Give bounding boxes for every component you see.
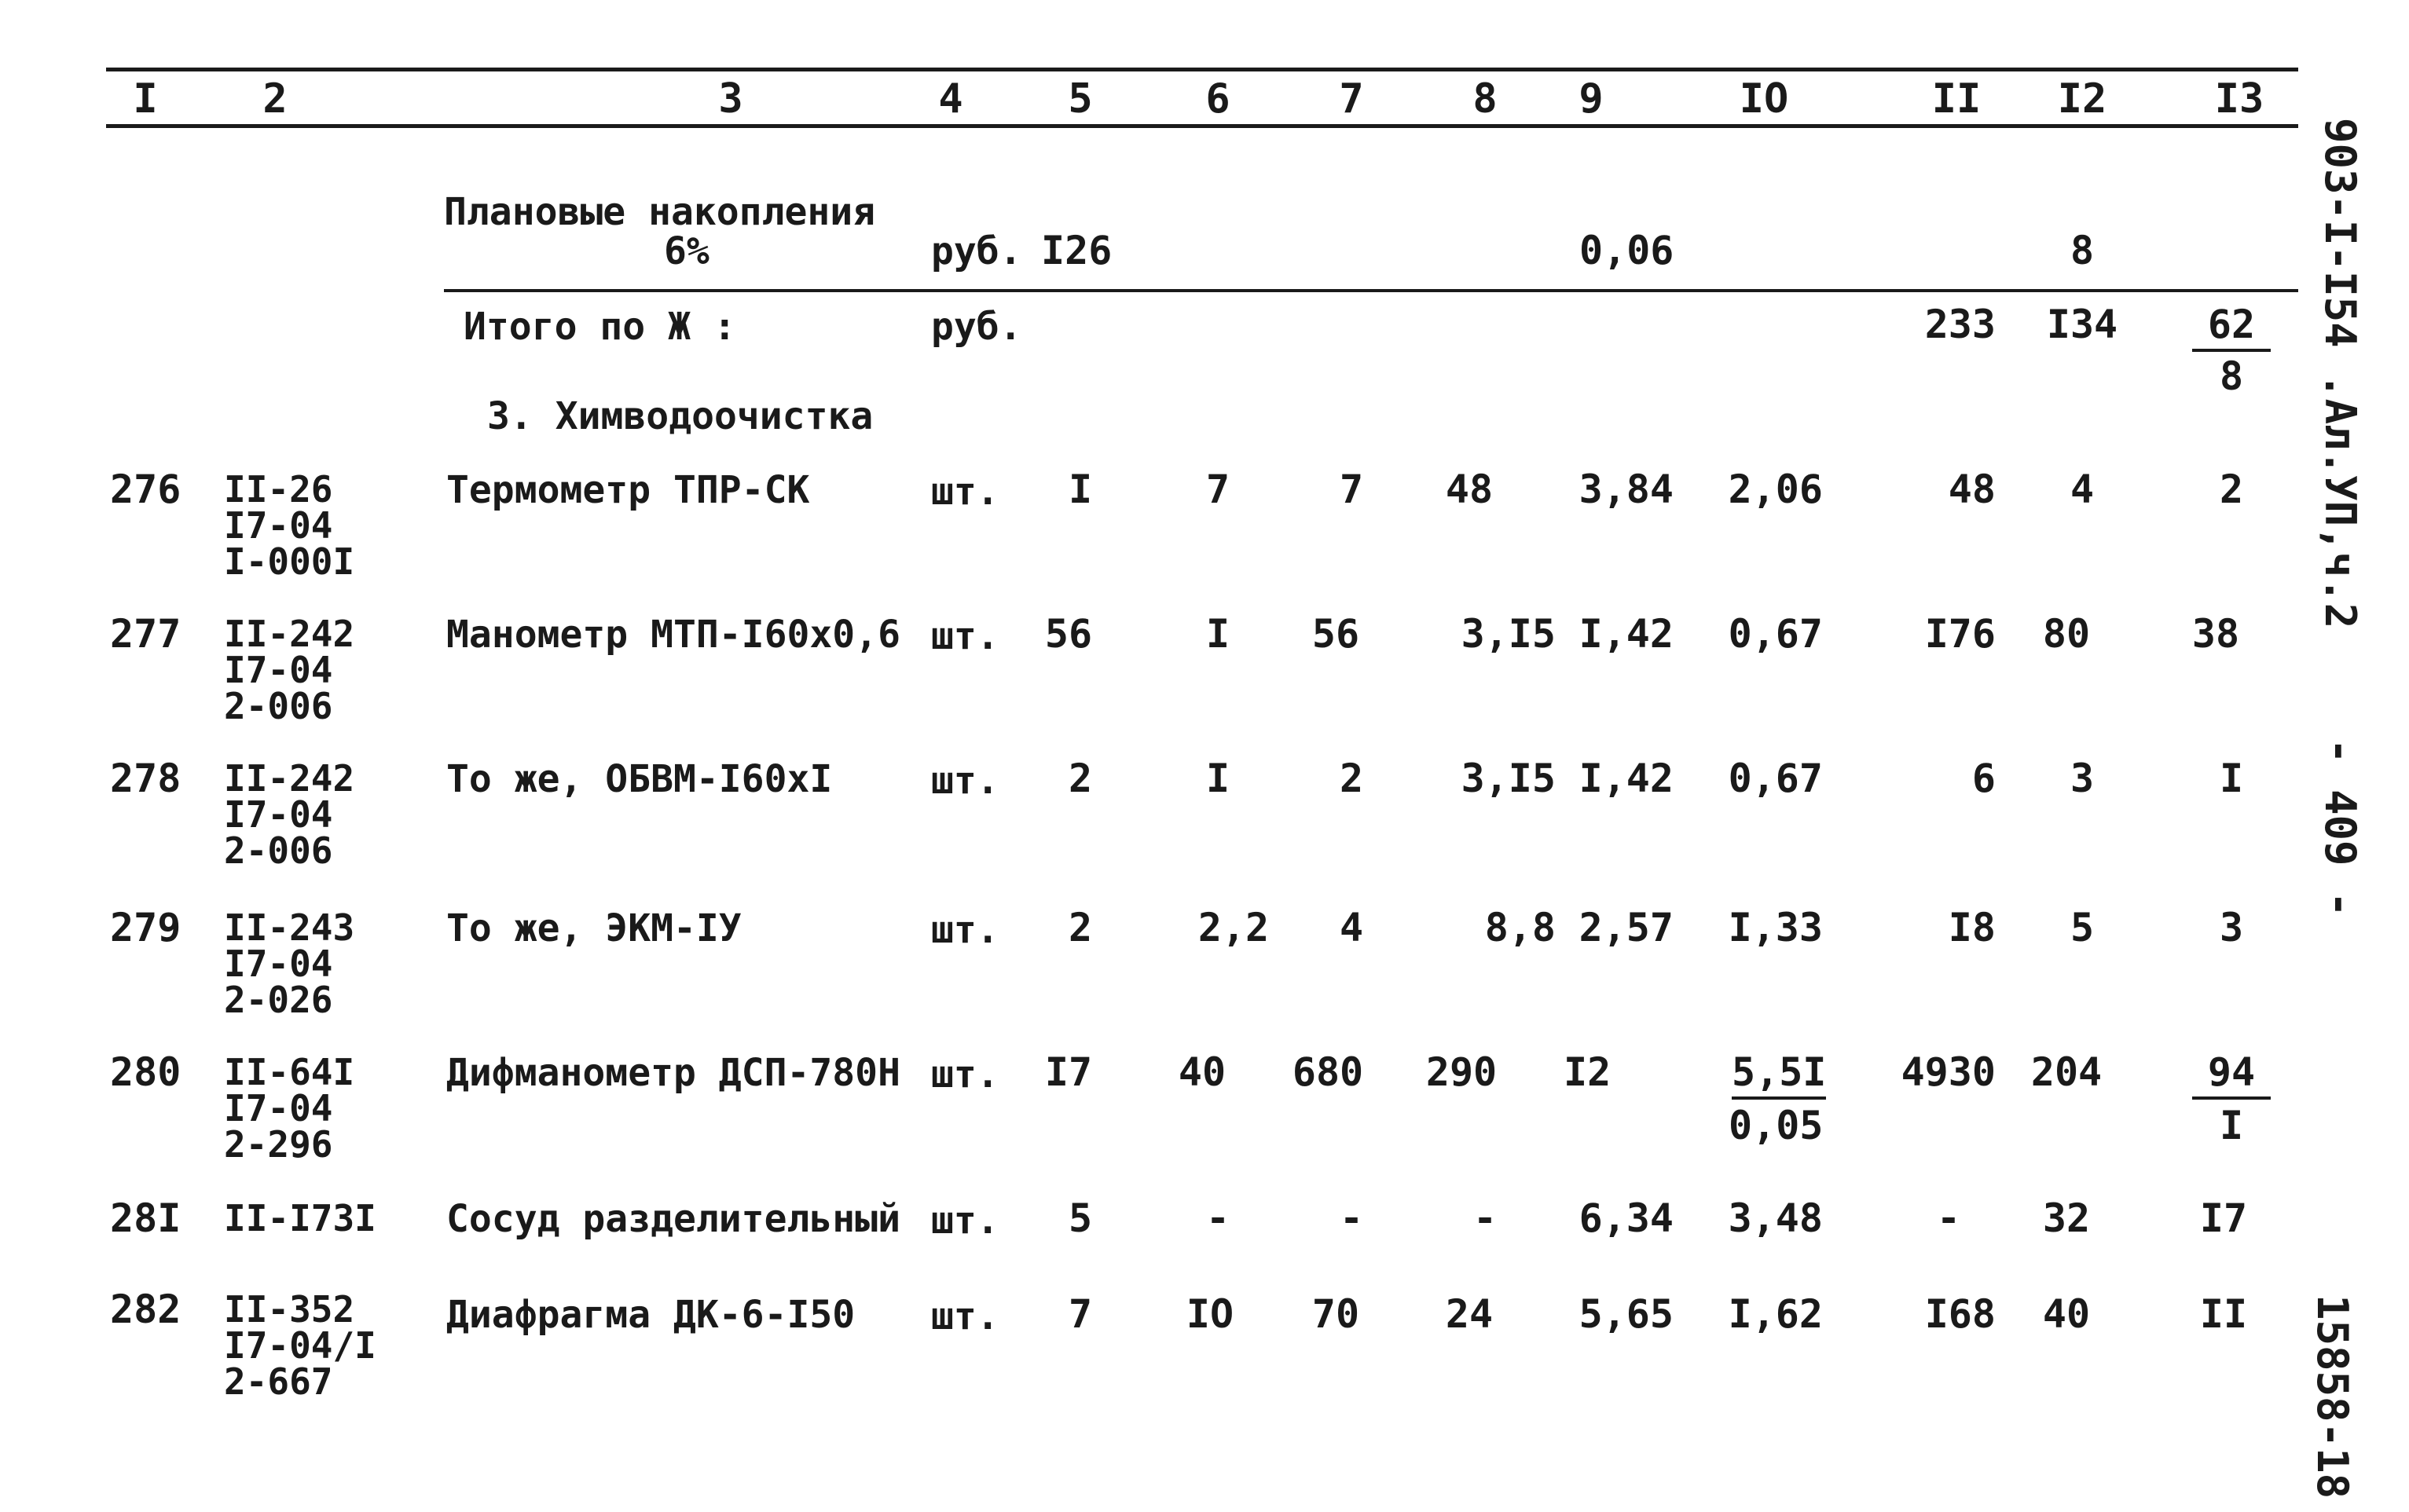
row-col-7: - — [1339, 1195, 1364, 1241]
row-col-12: 204 — [2030, 1049, 2103, 1095]
row-col-6: - — [1205, 1195, 1230, 1241]
col-header-7: 7 — [1339, 75, 1364, 123]
col-header-9: 9 — [1578, 75, 1604, 123]
row-col-12: 80 — [2042, 611, 2091, 657]
row-name: Диафрагма ДК-6-I50 — [446, 1293, 856, 1337]
row-number: 282 — [110, 1287, 182, 1332]
row-col-9: 2,57 — [1578, 905, 1674, 950]
row-col-9: 5,65 — [1578, 1291, 1674, 1337]
row-col-9: 3,84 — [1578, 467, 1674, 512]
row-col-9: 6,34 — [1578, 1195, 1674, 1241]
total-rule — [444, 289, 2298, 292]
row-col-7: 2 — [1339, 756, 1364, 801]
row-col-8: 24 — [1445, 1291, 1494, 1337]
col-header-3: 3 — [718, 75, 743, 123]
col-header-12: I2 — [2057, 75, 2107, 123]
row-number: 280 — [110, 1049, 182, 1095]
row-col-8: 8,8 — [1484, 905, 1556, 950]
row-name: Сосуд разделительный — [446, 1197, 900, 1241]
row-col-13: 38 — [2191, 611, 2240, 657]
row-col-12: 40 — [2042, 1291, 2091, 1337]
row-col-13: 94 — [2192, 1049, 2271, 1100]
row-number: 279 — [110, 905, 182, 950]
row-col-11: 48 — [1948, 467, 1996, 512]
row-col-6: IO — [1186, 1291, 1234, 1337]
row-col-12: 3 — [2070, 756, 2095, 801]
row-number: 277 — [110, 611, 182, 657]
top-rule — [106, 68, 2298, 71]
col-header-13: I3 — [2214, 75, 2264, 123]
row-col-6: I — [1205, 756, 1230, 801]
planned-col-12: 8 — [2070, 228, 2095, 273]
row-col-13: 2 — [2219, 467, 2244, 512]
row-col-13-second: I — [2219, 1103, 2244, 1148]
row-col-9: I2 — [1564, 1049, 1612, 1095]
planned-unit: руб. — [931, 229, 1022, 273]
row-col-7: 4 — [1339, 905, 1364, 950]
total-col-12: I34 — [2046, 302, 2118, 347]
total-col-13-bottom: 8 — [2219, 353, 2244, 399]
col-header-10: IO — [1739, 75, 1789, 123]
row-unit: шт. — [931, 470, 999, 514]
row-unit: шт. — [931, 1294, 999, 1338]
row-name: То же, ОБВМ-I60хI — [446, 757, 833, 801]
total-col-11: 233 — [1924, 302, 1996, 347]
row-col-8: 3,I5 — [1461, 756, 1556, 801]
row-col-5: I — [1068, 467, 1093, 512]
row-code: II-352 I7-04/I 2-667 — [224, 1288, 376, 1403]
planned-col-9: 0,06 — [1579, 228, 1674, 273]
col-header-6: 6 — [1205, 75, 1230, 123]
row-col-10: 0,67 — [1728, 756, 1823, 801]
row-col-11: 4930 — [1901, 1049, 1996, 1095]
row-col-7: 70 — [1311, 1291, 1360, 1337]
row-col-10: 2,06 — [1728, 467, 1823, 512]
row-col-7: 680 — [1292, 1049, 1364, 1095]
row-name: Манометр МТП-I60х0,6 — [446, 613, 900, 657]
row-col-8: - — [1472, 1195, 1498, 1241]
row-col-6: 40 — [1178, 1049, 1226, 1095]
row-number: 276 — [110, 467, 182, 512]
row-name: Термометр ТПР-СК — [446, 468, 810, 512]
row-col-8: 290 — [1425, 1049, 1498, 1095]
row-code: II-243 I7-04 2-026 — [224, 906, 355, 1021]
row-name: Дифманометр ДСП-780Н — [446, 1051, 900, 1095]
row-col-10: 0,67 — [1728, 611, 1823, 657]
row-col-12: 32 — [2042, 1195, 2091, 1241]
row-unit: шт. — [931, 759, 999, 803]
row-col-9: I,42 — [1578, 756, 1674, 801]
total-col-13-top: 62 — [2192, 302, 2271, 352]
row-col-5: 56 — [1044, 611, 1093, 657]
row-code: II-242 I7-04 2-006 — [224, 613, 355, 727]
row-col-5: 2 — [1068, 756, 1093, 801]
planned-name-line1: Плановые накопления — [444, 190, 876, 234]
row-col-13: 3 — [2219, 905, 2244, 950]
row-code: II-242 I7-04 2-006 — [224, 757, 355, 872]
row-unit: шт. — [931, 908, 999, 952]
row-unit: шт. — [931, 614, 999, 658]
row-col-11: I8 — [1948, 905, 1996, 950]
row-col-7: 56 — [1311, 611, 1360, 657]
row-col-11: I68 — [1924, 1291, 1996, 1337]
row-col-13: I7 — [2199, 1195, 2248, 1241]
total-unit: руб. — [931, 305, 1022, 349]
total-name: Итого по Ж : — [464, 305, 736, 349]
col-header-1: I — [133, 75, 158, 123]
row-number: 28I — [110, 1195, 182, 1241]
row-col-5: 7 — [1068, 1291, 1093, 1337]
header-rule — [106, 124, 2298, 128]
row-col-13: II — [2199, 1291, 2248, 1337]
row-col-10: I,62 — [1728, 1291, 1823, 1337]
row-col-8: 3,I5 — [1461, 611, 1556, 657]
row-code: II-64I I7-04 2-296 — [224, 1051, 355, 1166]
row-col-11: I76 — [1924, 611, 1996, 657]
row-col-5: 2 — [1068, 905, 1093, 950]
row-number: 278 — [110, 756, 182, 801]
row-col-5: I7 — [1044, 1049, 1093, 1095]
planned-col-5: I26 — [1041, 228, 1113, 273]
row-col-10: I,33 — [1728, 905, 1823, 950]
row-col-10: 5,5I — [1732, 1049, 1826, 1100]
row-col-6: 2,2 — [1197, 905, 1270, 950]
section-title: 3. Химводоочистка — [487, 394, 874, 438]
row-col-7: 7 — [1339, 467, 1364, 512]
row-name: То же, ЭКМ-IУ — [446, 906, 742, 950]
row-code: II-26 I7-04 I-000I — [224, 468, 355, 583]
side-page-number: - 409 - — [2316, 738, 2365, 917]
row-col-11: 6 — [1971, 756, 1996, 801]
col-header-11: II — [1931, 75, 1982, 123]
col-header-8: 8 — [1472, 75, 1498, 123]
side-archive-code: 15858-18 — [2308, 1294, 2357, 1499]
row-code: II-I73I — [224, 1197, 376, 1239]
row-unit: шт. — [931, 1199, 999, 1243]
row-col-10-second: 0,05 — [1729, 1103, 1824, 1148]
row-col-9: I,42 — [1578, 611, 1674, 657]
row-col-12: 5 — [2070, 905, 2095, 950]
side-doc-reference: 903-I-I54 .Ал.УП,ч.2 — [2316, 118, 2365, 629]
planned-name-line2: 6% — [664, 229, 710, 273]
col-header-4: 4 — [938, 75, 963, 123]
row-unit: шт. — [931, 1053, 999, 1096]
row-col-8: 48 — [1445, 467, 1494, 512]
row-col-10: 3,48 — [1728, 1195, 1823, 1241]
row-col-5: 5 — [1068, 1195, 1093, 1241]
row-col-6: 7 — [1205, 467, 1230, 512]
col-header-5: 5 — [1068, 75, 1093, 123]
row-col-11: - — [1936, 1195, 1961, 1241]
row-col-6: I — [1205, 611, 1230, 657]
row-col-12: 4 — [2070, 467, 2095, 512]
row-col-13: I — [2219, 756, 2244, 801]
col-header-2: 2 — [262, 75, 288, 123]
